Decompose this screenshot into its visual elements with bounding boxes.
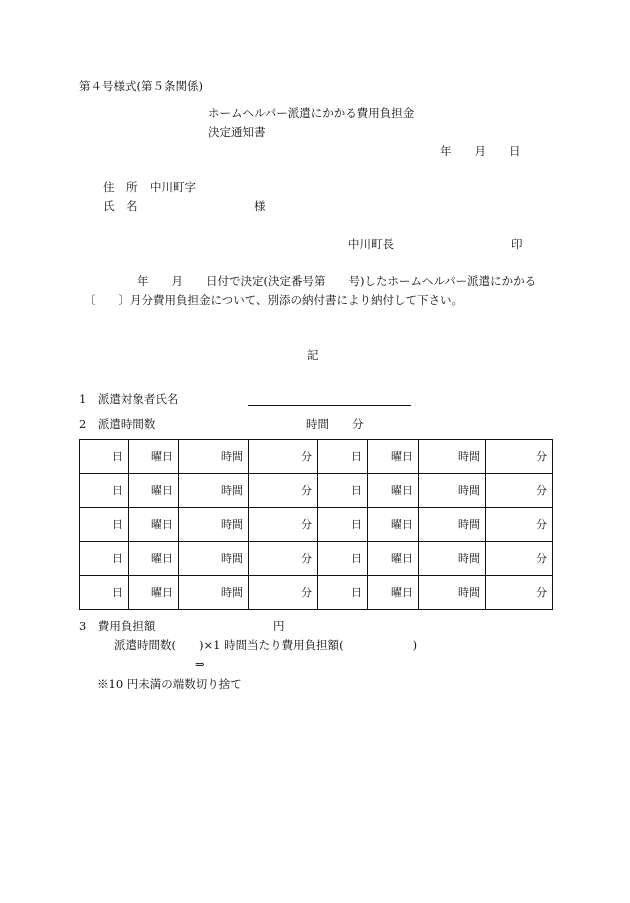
table-cell: 分 [486, 508, 553, 542]
table-cell: 日 [80, 440, 129, 474]
table-cell: 曜日 [368, 474, 419, 508]
item-2-value: 時間 分 [306, 417, 364, 431]
item-1-label: 1 派遣対象者氏名 [79, 392, 179, 406]
table-cell: 日 [80, 576, 129, 610]
table-cell: 日 [318, 508, 368, 542]
document-subtitle: 決定通知書 [208, 125, 266, 139]
table-cell: 分 [486, 474, 553, 508]
table-cell: 時間 [179, 440, 249, 474]
date-line: 年 月 日 [440, 144, 521, 158]
name-label: 氏 名 [103, 199, 138, 213]
table-cell: 曜日 [129, 508, 179, 542]
table-cell: 分 [249, 508, 318, 542]
table-cell: 時間 [419, 440, 486, 474]
table-cell: 時間 [179, 576, 249, 610]
body-line-2: 〔 〕月分費用負担金について、別添の納付書により納付して下さい。 [84, 293, 464, 307]
table-cell: 分 [249, 542, 318, 576]
honorific: 様 [254, 199, 266, 213]
item-3-value: 円 [273, 619, 285, 633]
table-cell: 時間 [179, 508, 249, 542]
table-cell: 曜日 [368, 440, 419, 474]
table-cell: 分 [486, 576, 553, 610]
issuer: 中川町長 [348, 237, 394, 251]
document-title: ホームヘルパー派遣にかかる費用負担金 [208, 106, 415, 120]
table-row [80, 508, 553, 542]
table-cell: 曜日 [368, 576, 419, 610]
table-cell: 分 [249, 440, 318, 474]
table-row [80, 474, 553, 508]
table-cell: 曜日 [129, 440, 179, 474]
seal: 印 [511, 237, 523, 251]
table-cell: 日 [80, 542, 129, 576]
table-cell: 時間 [179, 542, 249, 576]
table-cell: 日 [318, 474, 368, 508]
formula-line: 派遣時間数( )×1 時間当たり費用負担額( ) [114, 638, 418, 652]
table-cell: 時間 [419, 542, 486, 576]
table-cell: 曜日 [129, 576, 179, 610]
table-cell: 曜日 [129, 542, 179, 576]
table-cell: 日 [80, 474, 129, 508]
table-cell: 分 [486, 440, 553, 474]
table-row [80, 542, 553, 576]
body-line-1: 年 月 日付で決定(決定番号第 号)したホームヘルパー派遣にかかる [137, 274, 537, 288]
table-cell: 日 [318, 576, 368, 610]
table-cell: 分 [249, 576, 318, 610]
rounding-note: ※10 円未満の端数切り捨て [97, 677, 242, 691]
item-1-underline [248, 405, 411, 406]
ki-heading: 記 [307, 348, 319, 362]
table-cell: 分 [486, 542, 553, 576]
table-cell: 時間 [419, 576, 486, 610]
table-cell: 曜日 [368, 542, 419, 576]
table-cell: 時間 [419, 508, 486, 542]
table-cell: 日 [80, 508, 129, 542]
address-label: 住 所 [103, 180, 138, 194]
address-value: 中川町字 [150, 180, 196, 194]
table-cell: 曜日 [368, 508, 419, 542]
table-cell: 時間 [179, 474, 249, 508]
table-row [80, 440, 553, 474]
dispatch-time-table [79, 439, 553, 610]
item-3-label: 3 費用負担額 [79, 619, 156, 633]
table-cell: 日 [318, 542, 368, 576]
table-cell: 曜日 [129, 474, 179, 508]
table-row [80, 576, 553, 610]
table-cell: 時間 [419, 474, 486, 508]
item-2-label: 2 派遣時間数 [79, 417, 156, 431]
form-number: 第４号様式(第５条関係) [79, 79, 203, 93]
table-cell: 分 [249, 474, 318, 508]
table-cell: 日 [318, 440, 368, 474]
arrow: ⇒ [195, 657, 205, 671]
